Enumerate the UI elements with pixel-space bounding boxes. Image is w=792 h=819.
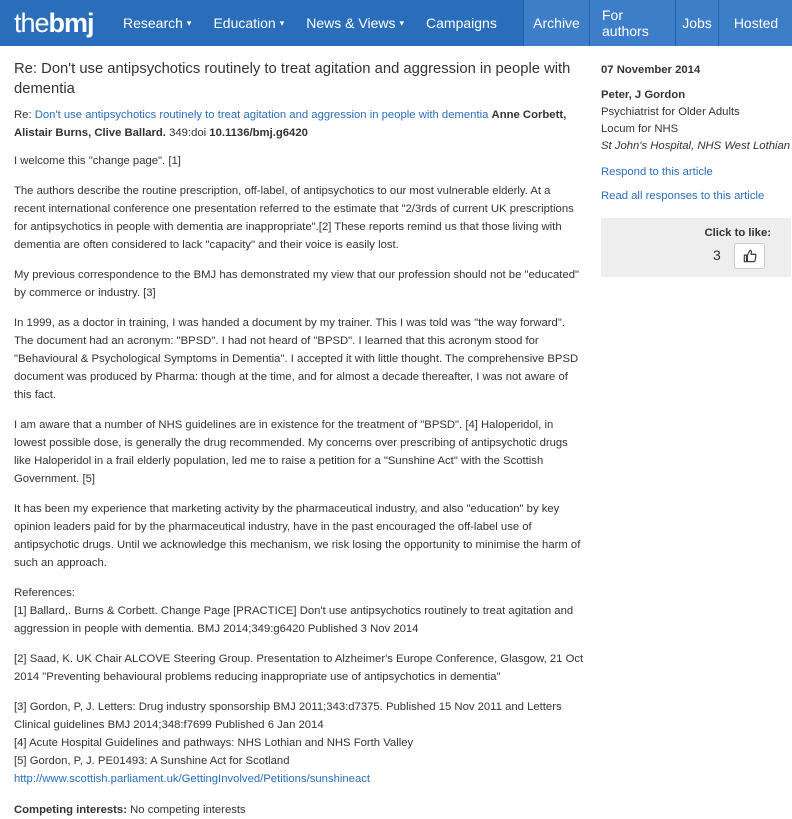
body-paragraph: I welcome this "change page". [1] bbox=[14, 155, 181, 167]
like-button[interactable] bbox=[734, 243, 765, 269]
competing-interests-label: Competing interests: bbox=[14, 804, 127, 816]
reference-item: [5] Gordon, P, J. PE01493: A Sunshine Act for Scotland bbox=[14, 755, 290, 767]
nav-hosted[interactable]: Hosted bbox=[718, 0, 792, 46]
body-paragraph: My previous correspondence to the BMJ has demonstrated my view that our profession should not be "educated" by commerce or industry. [3] bbox=[14, 269, 580, 299]
logo-part-bmj: bmj bbox=[48, 7, 94, 38]
original-article-link[interactable]: Don't use antipsychotics routinely to treat agitation and aggression in people with dementia bbox=[34, 109, 489, 121]
competing-interests bbox=[14, 801, 584, 819]
chevron-down-icon: ▾ bbox=[186, 17, 192, 28]
article-doi: 10.1136/bmj.g6420 bbox=[209, 127, 308, 139]
chevron-down-icon: ▾ bbox=[279, 17, 285, 28]
body-paragraph: In 1999, as a doctor in training, I was handed a document by my trainer. This I was told was "the way forward". The document had an acronym: "BPSD". I had not heard of "BPSD". I learned that this acronym stood for "Behavioural & Psychological Symptoms in Dementia". I accepted it with little thought. The comprehensive BPSD document was produced by Pharma: though at the time, and for almost a decade thereafter, I was not aware of this fact. bbox=[14, 317, 579, 401]
top-navbar bbox=[0, 0, 792, 46]
primary-nav bbox=[112, 0, 508, 46]
reference-item: [3] Gordon, P, J. Letters: Drug industry sponsorship BMJ 2011;343:d7375. Published 15 Nov 2011 and Letters Clinical guidelines BMJ 2014;348:f7699 Published 6 Jan 2014 bbox=[14, 701, 562, 731]
article-citation: 349:doi bbox=[169, 127, 207, 139]
nav-news-views-label: News & Views bbox=[306, 15, 396, 31]
nav-archive[interactable]: Archive bbox=[523, 0, 589, 46]
response-date: 07 November 2014 bbox=[601, 64, 701, 76]
like-count: 3 bbox=[713, 247, 721, 263]
respond-link[interactable]: Respond to this article bbox=[601, 166, 713, 178]
reference-item: [4] Acute Hospital Guidelines and pathways: NHS Lothian and NHS Forth Valley bbox=[14, 737, 414, 749]
nav-education[interactable] bbox=[202, 0, 295, 46]
nav-research[interactable] bbox=[112, 0, 202, 46]
response-article bbox=[14, 59, 584, 819]
author-role: Psychiatrist for Older Adults bbox=[601, 106, 740, 118]
logo-part-the: the bbox=[14, 7, 49, 38]
author-affiliation: St John's Hospital, NHS West Lothian bbox=[601, 140, 791, 152]
reference-item: [1] Ballard,. Burns & Corbett. Change Page [PRACTICE] Don't use antipsychotics routinely to treat agitation and aggression in people with dementia. BMJ 2014;349:g6420 Published 3 Nov 2014 bbox=[14, 605, 574, 635]
nav-campaigns[interactable] bbox=[415, 0, 508, 46]
competing-interests-value: No competing interests bbox=[126, 804, 246, 816]
petition-link[interactable]: http://www.scottish.parliament.uk/GettingInvolved/Petitions/sunshineact bbox=[14, 773, 371, 785]
reference-item: [2] Saad, K. UK Chair ALCOVE Steering Group. Presentation to Alzheimer's Europe Conference, Glasgow, 21 Oct 2014 "Preventing behavioural problems reducing inappropriate use of antipsychotics in dementia" bbox=[14, 653, 584, 683]
chevron-down-icon: ▾ bbox=[399, 17, 405, 28]
re-citation-line bbox=[14, 106, 584, 142]
nav-jobs[interactable]: Jobs bbox=[675, 0, 718, 46]
like-panel bbox=[601, 218, 791, 277]
like-label: Click to like: bbox=[704, 227, 771, 239]
re-prefix: Re: bbox=[14, 109, 35, 121]
response-sidebar bbox=[601, 62, 791, 205]
author-position: Locum for NHS bbox=[601, 123, 679, 135]
bmj-logo[interactable] bbox=[0, 0, 112, 46]
response-author: Peter, J Gordon bbox=[601, 89, 686, 101]
body-paragraph: It has been my experience that marketing activity by the pharmaceutical industry, and also "education" by key opinion leaders paid for by the pharmaceutical industry, have in the past encouraged the off-label use of antipsychotic drugs. Until we acknowledge this mechanism, we risk losing the opportunity to minimise the harm of such an approach. bbox=[14, 503, 581, 569]
nav-campaigns-label: Campaigns bbox=[426, 15, 497, 31]
body-paragraph: The authors describe the routine prescription, off-label, of antipsychotics to our most vulnerable elderly. At a recent international conference one presentation referred to the estimate that "2/3rds of current UK prescriptions for antipsychotics in people with dementia are inappropriate".[2] These reports remind us that those living with dementia are often considered to lack "capacity" and their voice is easily lost. bbox=[14, 185, 574, 251]
nav-research-label: Research bbox=[123, 15, 183, 31]
nav-news-views[interactable] bbox=[295, 0, 415, 46]
page-title: Re: Don't use antipsychotics routinely to treat agitation and aggression in people with dementia bbox=[14, 61, 571, 97]
article-authors: Anne Corbett, Alistair Burns, Clive Ballard. bbox=[14, 109, 567, 139]
nav-education-label: Education bbox=[213, 15, 276, 31]
references-heading: References: bbox=[14, 587, 75, 599]
secondary-nav bbox=[523, 0, 792, 46]
thumbs-up-icon bbox=[743, 249, 757, 263]
nav-for-authors[interactable]: For authors bbox=[589, 0, 675, 46]
body-paragraph: I am aware that a number of NHS guidelines are in existence for the treatment of "BPSD". [4] Haloperidol, in lowest possible dose, is generally the drug recommended. My concerns over prescribing of antipsychotic drugs like Haloperidol in a frail elderly population, led me to raise a petition for a "Sunshine Act" with the Scottish Government. [5] bbox=[14, 419, 568, 485]
read-all-responses-link[interactable]: Read all responses to this article bbox=[601, 190, 765, 202]
